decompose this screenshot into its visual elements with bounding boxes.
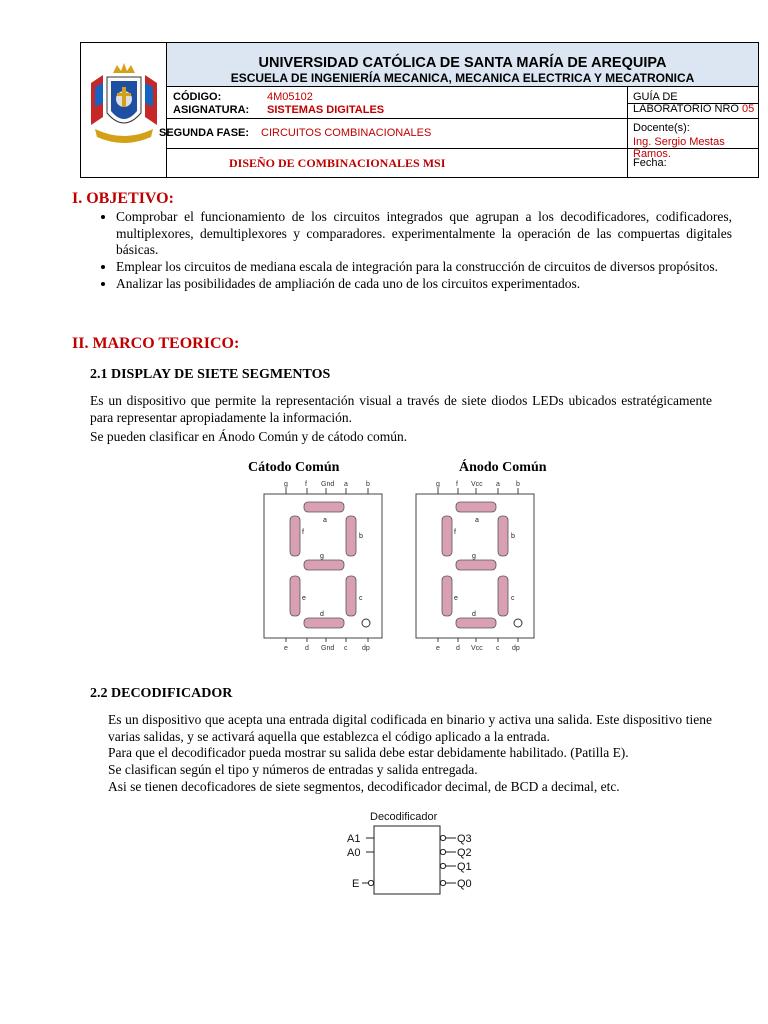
segment-label: g [320, 553, 324, 560]
pin-label: dp [512, 645, 520, 652]
list-item: • Emplear los circuitos de mediana escala de integración para la construcción de circuitos de diversos propósitos. [116, 259, 732, 276]
guia-label: GUÍA DE LABORATORIO NRO 05 [633, 91, 755, 115]
pin-label: d [456, 645, 460, 652]
pin-label: Gnd [321, 481, 335, 488]
pin-label: f [305, 481, 307, 488]
fase-value: CIRCUITOS COMBINACIONALES [261, 127, 432, 139]
catodo-display-diagram [258, 478, 388, 654]
catodo-comun-title: Cátodo Común [248, 460, 340, 475]
segment-label: e [302, 595, 306, 602]
codigo-label: CÓDIGO: [173, 91, 222, 103]
divider [627, 149, 628, 177]
guia-number: 05 [742, 103, 755, 115]
fecha-label: Fecha: [633, 157, 667, 169]
display-paragraph: Es un dispositivo que permite la representación visual a través de siete diodos LEDs ubicados estratégicamente para representar apropiadamente la información. [90, 393, 712, 425]
segment-label: f [302, 529, 304, 536]
pin-label: g [284, 481, 288, 488]
pin-label: Vcc [471, 481, 483, 488]
row-codigo [167, 87, 758, 119]
pin-label: a [344, 481, 348, 488]
segment-label: f [454, 529, 456, 536]
decoder-output-label: Q2 [457, 847, 472, 859]
row-diseno [167, 149, 758, 177]
pin-label: b [366, 481, 370, 488]
pin-label: d [305, 645, 309, 652]
display-classification: Se pueden clasificar en Ánodo Común y de cátodo común. [90, 429, 408, 444]
pin-label: Gnd [321, 645, 335, 652]
decoder-title: Decodificador [370, 811, 438, 823]
pin-label: f [456, 481, 458, 488]
anodo-comun-title: Ánodo Común [459, 460, 547, 475]
pin-label: dp [362, 645, 370, 652]
decodificador-paragraph: Es un dispositivo que acepta una entrada digital codificada en binario y activa una salida. Este dispositivo tiene varias salidas, y se activará aquella que establezca el código aplicado a la entrada. [108, 712, 712, 744]
decodificador-paragraph: Asi se tienen decoficadores de siete segmentos, decodificador decimal, de BCD a decimal, etc. [108, 779, 620, 794]
decoder-input-label: A1 [347, 833, 361, 845]
university-seal-icon [81, 43, 167, 177]
segment-label: b [359, 533, 363, 540]
decoder-output-label: Q0 [457, 878, 472, 890]
segment-label: d [320, 611, 324, 618]
section-marco-title: II. MARCO TEORICO: [72, 335, 240, 352]
pin-label: g [436, 481, 440, 488]
university-name: UNIVERSIDAD CATÓLICA DE SANTA MARÍA DE AREQUIPA [258, 55, 667, 71]
objetivo-list [96, 209, 732, 293]
title-band [167, 43, 758, 87]
subsection-display-title: 2.1 DISPLAY DE SIETE SEGMENTOS [90, 367, 331, 382]
anodo-display-diagram [412, 478, 542, 654]
fase-label: SEGUNDA FASE: [159, 127, 250, 139]
segment-label: e [454, 595, 458, 602]
decoder-enable-label: E [352, 878, 360, 890]
divider [627, 119, 628, 148]
decoder-output-label: Q3 [457, 833, 472, 845]
pin-label: c [496, 645, 500, 652]
asignatura-value: SISTEMAS DIGITALES [267, 104, 385, 116]
decoder-input-label: A0 [347, 847, 361, 859]
pin-label: c [344, 645, 348, 652]
decoder-block-diagram [344, 806, 484, 896]
pin-label: a [496, 481, 500, 488]
segment-label: d [472, 611, 476, 618]
logo-cell [81, 43, 167, 177]
segment-label: g [472, 553, 476, 560]
pin-label: Vcc [471, 645, 483, 652]
list-item: • Analizar las posibilidades de ampliación de cada uno de los circuitos experimentados. [116, 276, 732, 293]
decodificador-paragraph: Para que el decodificador pueda mostrar su salida debe estar debidamente habilitado. (Patilla E). [108, 745, 629, 760]
docente-label: Docente(s): [633, 122, 690, 134]
docente-value: Ing. Sergio Mestas Ramos. [633, 136, 725, 160]
pin-label: b [516, 481, 520, 488]
pin-label: e [436, 645, 440, 652]
asignatura-label: ASIGNATURA: [173, 104, 250, 116]
subsection-decodificador-title: 2.2 DECODIFICADOR [90, 686, 233, 701]
codigo-value: 4M05102 [267, 91, 313, 103]
header-table [80, 42, 759, 178]
segment-label: a [475, 517, 479, 524]
list-item: • Comprobar el funcionamiento de los circuitos integrados que agrupan a los decodificadores, codificadores, multiplexores, demultiplexores y comparadores. experimentalmente la operación de las compuertas digitales básicas. [116, 209, 732, 259]
diseno-title: DISEÑO DE COMBINACIONALES MSI [229, 156, 446, 170]
school-name: ESCUELA DE INGENIERÍA MECANICA, MECANICA ELECTRICA Y MECATRONICA [230, 71, 695, 85]
divider [627, 103, 758, 104]
segment-label: c [359, 595, 363, 602]
decodificador-paragraph: Se clasifican según el tipo y números de entradas y salida entregada. [108, 762, 478, 777]
segment-label: a [323, 517, 327, 524]
decoder-output-label: Q1 [457, 861, 472, 873]
section-objetivo-title: I. OBJETIVO: [72, 190, 174, 207]
row-fase [159, 119, 758, 160]
segment-label: b [511, 533, 515, 540]
segment-label: c [511, 595, 515, 602]
pin-label: e [284, 645, 288, 652]
